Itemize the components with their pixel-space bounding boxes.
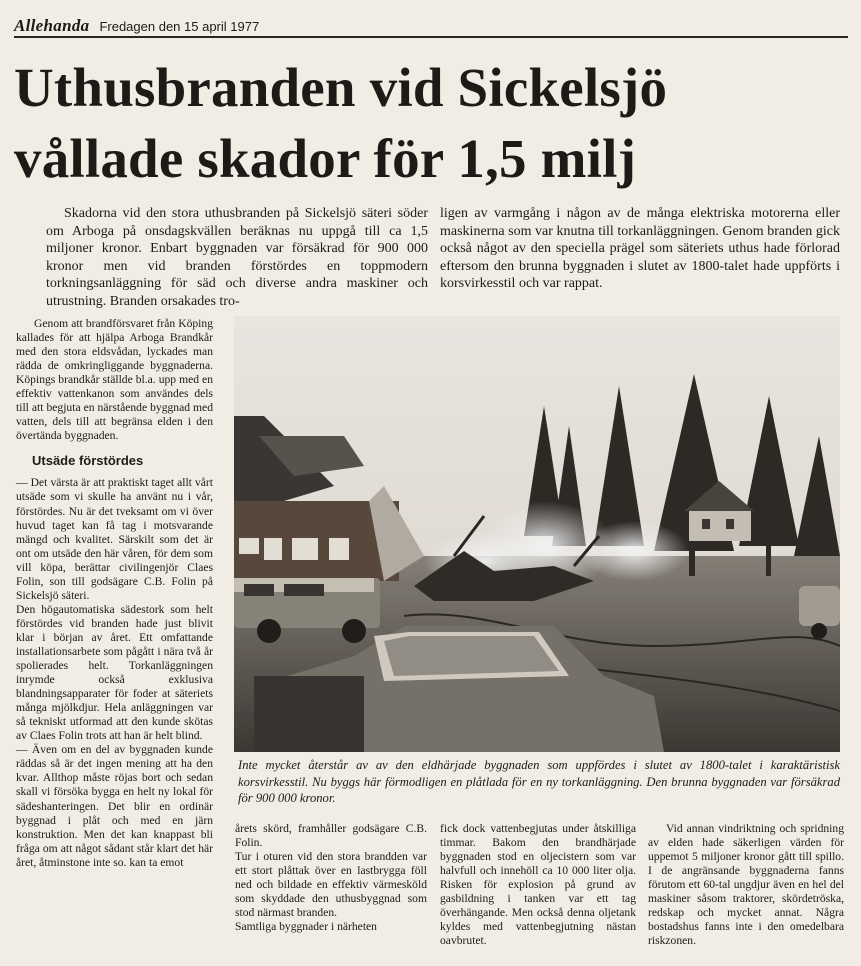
masthead: [14, 16, 259, 36]
lead-paragraph-right: ligen av varmgång i någon av de många elektriska motorerna eller maskinerna som var knutna till torkanläggningen. Genom branden gick också något av den speciella prägel som säteriets uthus hade förlorad eftersom den brunna byggnaden i slutet av 1800-talet hade uppförts i korsvirkesstil och var rappat.: [440, 206, 840, 292]
paragraph: Den högautomatiska sädestork som helt förstördes vid branden hade just blivit klar i början av året. Ett omfattande installationsarbete som pågått i nära två år spolierades helt. Torkanläggningen inrymde också exklusiva blandningsapparater för foder at säteriets många mjölkdjur. Hela anläggningen var så tekniskt utformad att den kunde skötas av Claes Folin trots att han är helt blind.: [16, 602, 213, 743]
article-column-4: [648, 822, 844, 948]
masthead-rule: [14, 36, 848, 38]
headline: [14, 52, 850, 194]
paragraph: Vid annan vindriktning och spridning av elden hade säkerligen värden för uppemot 5 miljoner kronor gått till spillo. I de angränsande byggnaderna fanns förutom ett 60-tal ungdjur även en hel del maskiner såsom traktorer, skördetröska, redskap och mycket annat. Några bostadshus fanns inte i den omedelbara riskzonen.: [648, 822, 844, 948]
newspaper-logo: Allehanda: [14, 16, 90, 35]
paragraph: fick dock vattenbegjutas under åtskilliga timmar. Bakom den brandhärjade byggnaden stod en oljecistern som var halvfull och innehöll ca 10 000 liter olja. Risken för explosion på grund av gasbildning i tanken var ett tag överhängande. Men också denna oljetank kyldes med vattenbegjutning nästan oavbrutet.: [440, 822, 636, 948]
paragraph: årets skörd, framhåller godsägare C.B. Folin.: [235, 822, 427, 850]
subheading: Utsäde förstördes: [32, 453, 144, 469]
headline-line-1: Uthusbranden vid Sickelsjö: [14, 57, 668, 118]
paragraph: Samtliga byggnader i närheten: [235, 920, 377, 934]
paragraph: — Det värsta är att praktiskt taget allt vårt utsäde som vi skulle ha använt nu i vår, förstördes. Nu är det tveksamt om vi över huvud taget kan få tag i motsvarande mängd och kvalitet. Särskilt som det är ont om utsäde den här våren, för dem som vill köpa, berättar civilingenjör Claes Folin, son till godsägare C.B. Folin på Sickelsjö säteri.: [16, 476, 213, 602]
paragraph: — Även om en del av byggnaden kunde räddas så är det ingen mening att ha den kvar. Allthop måste röjas bort och sedan skall vi försöka bygga en helt ny lokal för sädeshanteringen. Det blir en ordinär byggnad i plåt och med en järn konstruktion. Men det kan knappast bli fråga om att något sådant står klart det här året, åtminstone inte so. kan ta emot: [16, 743, 213, 869]
photo-caption: Inte mycket återstår av av den eldhärjade byggnaden som uppfördes i slutet av 1800-talet i karaktäristisk korsvirkesstil. Nu byggs här förmodligen en plåtlada för en ny torkanläggning. Den brunna byggnaden var försäkrad för 900 000 kronor.: [238, 758, 840, 805]
lead-paragraph-left: Skadorna vid den stora uthusbranden på Sickelsjö säteri söder om Arboga på onsdagskvällen beräknas nu uppgå till ca 1,5 miljoner kronor. Enbart byggnaden var försäkrad för 900 000 kronor men vid branden förstördes en toppmodern torkningsanläggning för säd och diverse andra maskiner och utrustning. Branden orsakades tro-: [46, 206, 428, 309]
paragraph: Tur i oturen vid den stora brandden var ett stort plåttak över en lastbrygga föll ned och bildade en effektiv värmesköld som skyddade den uthusbyggnad som stod närmast branden.: [235, 850, 427, 920]
article-column-3: [440, 822, 636, 948]
article-column-2: [235, 822, 427, 934]
fire-scene-illustration: [234, 316, 840, 752]
news-photo: [234, 316, 840, 752]
issue-date: Fredagen den 15 april 1977: [99, 19, 260, 34]
article-column-1: [16, 317, 213, 870]
paragraph: Genom att brandförsvaret från Köping kallades för att hjälpa Arboga Brandkår med den stora eldsvådan, lyckades man rädda de omkringliggande byggnaderna. Köpings brandkår ställde bl.a. upp med en effektiv vattenkanon som användes dels till att begjuta en närstående byggnad med vatten, dels till att begränsa elden i den övertända byggnaden.: [16, 317, 213, 443]
headline-line-2: vållade skador för 1,5 milj: [14, 128, 637, 189]
